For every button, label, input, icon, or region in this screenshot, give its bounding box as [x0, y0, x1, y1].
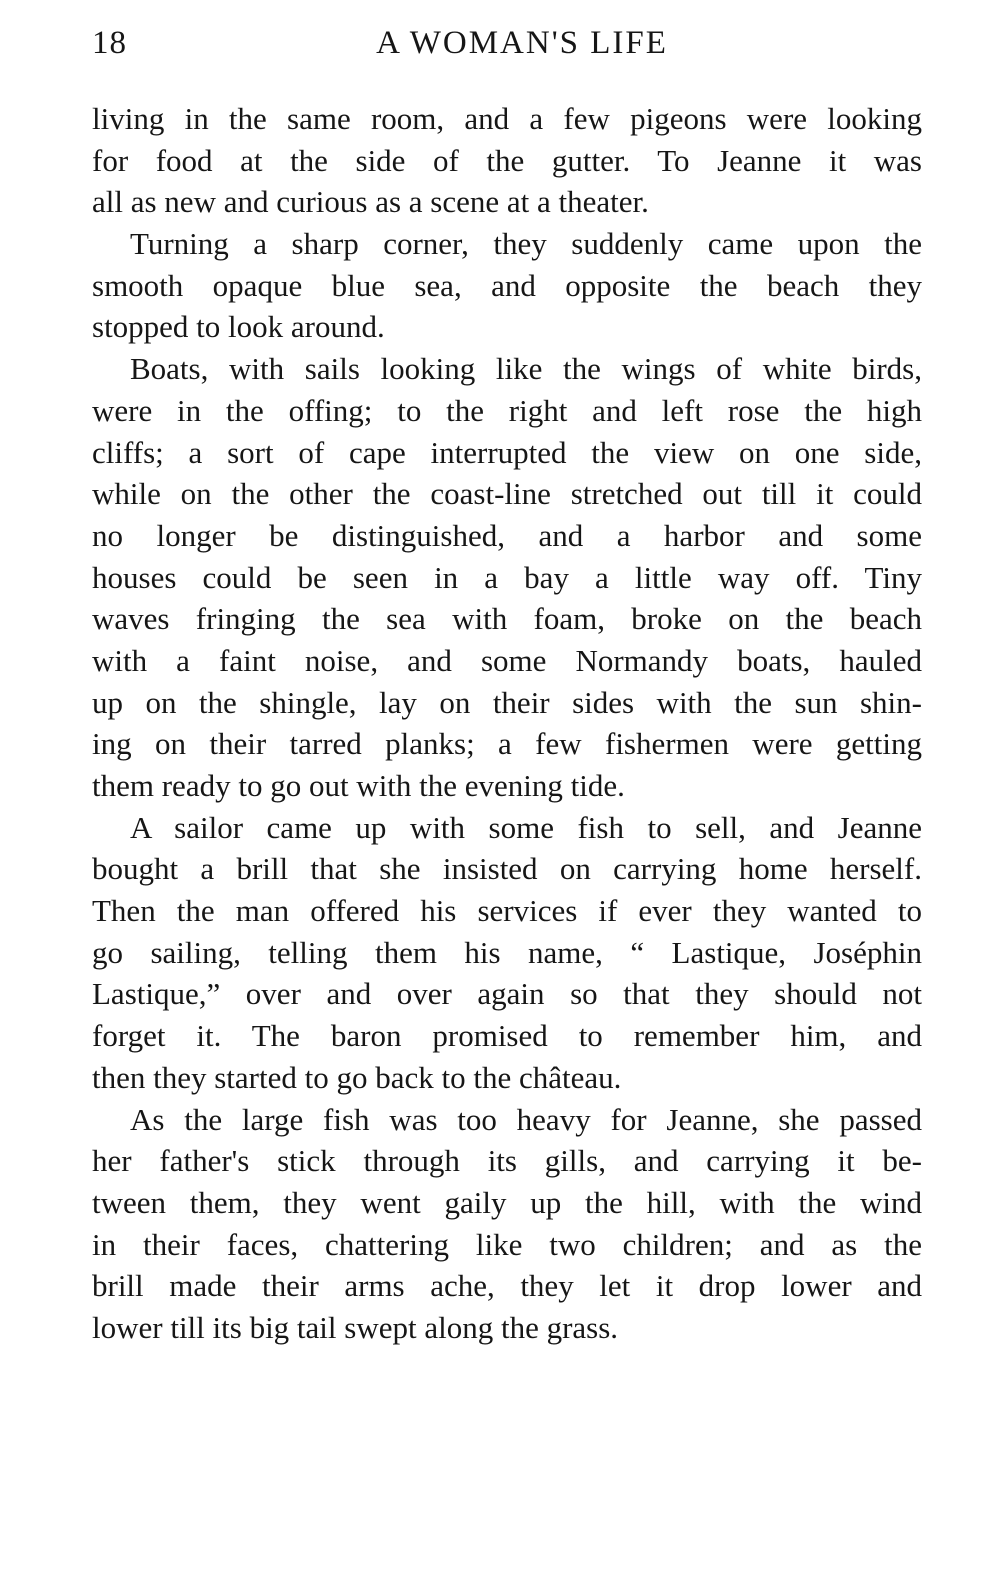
text-line: Turning a sharp corner, they suddenly came upon the: [130, 226, 922, 262]
text-line: smooth opaque blue sea, and opposite the beach they: [92, 267, 922, 303]
text-line: cliffs; a sort of cape interrupted the view on one side,: [92, 434, 922, 470]
text-line: were in the offing; to the right and left rose the high: [92, 392, 922, 428]
text-line: Lastique,” over and over again so that they should not: [92, 976, 922, 1012]
text-line: waves fringing the sea with foam, broke on the beach: [92, 601, 922, 637]
page-number: 18: [92, 25, 127, 61]
text-line: no longer be distinguished, and a harbor and some: [92, 517, 922, 553]
text-line: A sailor came up with some fish to sell, and Jeanne: [130, 809, 922, 845]
text-line: up on the shingle, lay on their sides with the sun shin-: [92, 684, 922, 720]
text-line: with a faint noise, and some Normandy boats, hauled: [92, 642, 922, 678]
text-line: all as new and curious as a scene at a theater.: [92, 184, 649, 220]
text-line: houses could be seen in a bay a little way off. Tiny: [92, 559, 922, 595]
text-line: Boats, with sails looking like the wings of white birds,: [130, 351, 922, 387]
text-line: Then the man offered his services if ever they wanted to: [92, 893, 922, 929]
text-line: for food at the side of the gutter. To Jeanne it was: [92, 142, 922, 178]
text-line: then they started to go back to the château.: [92, 1059, 622, 1095]
text-line: brill made their arms ache, they let it drop lower and: [92, 1268, 922, 1304]
running-head: [92, 18, 922, 68]
text-line: living in the same room, and a few pigeons were looking: [92, 101, 922, 136]
text-line: her father's stick through its gills, and carrying it be-: [92, 1143, 922, 1179]
text-line: while on the other the coast-line stretched out till it could: [92, 476, 922, 512]
text-line: them ready to go out with the evening tide.: [92, 768, 625, 803]
text-line: stopped to look around.: [92, 309, 385, 345]
text-line: in their faces, chattering like two children; and as the: [92, 1226, 922, 1262]
paragraph-1: [92, 98, 922, 223]
paragraph-4: [92, 807, 922, 1099]
paragraph-2: [92, 223, 922, 348]
text-line: tween them, they went gaily up the hill, with the wind: [92, 1184, 922, 1220]
body-text: [92, 98, 922, 1349]
text-line: ing on their tarred planks; a few fishermen were getting: [92, 726, 922, 762]
text-line: As the large fish was too heavy for Jeanne, she passed: [130, 1101, 922, 1137]
paragraph-5: [92, 1099, 922, 1349]
text-line: lower till its big tail swept along the grass.: [92, 1309, 619, 1345]
running-title: A WOMAN'S LIFE: [376, 25, 668, 61]
paragraph-3: [92, 348, 922, 807]
text-line: go sailing, telling them his name, “ Lastique, Joséphin: [92, 934, 922, 970]
text-line: forget it. The baron promised to remember him, and: [92, 1018, 922, 1054]
text-line: bought a brill that she insisted on carrying home herself.: [92, 851, 922, 887]
